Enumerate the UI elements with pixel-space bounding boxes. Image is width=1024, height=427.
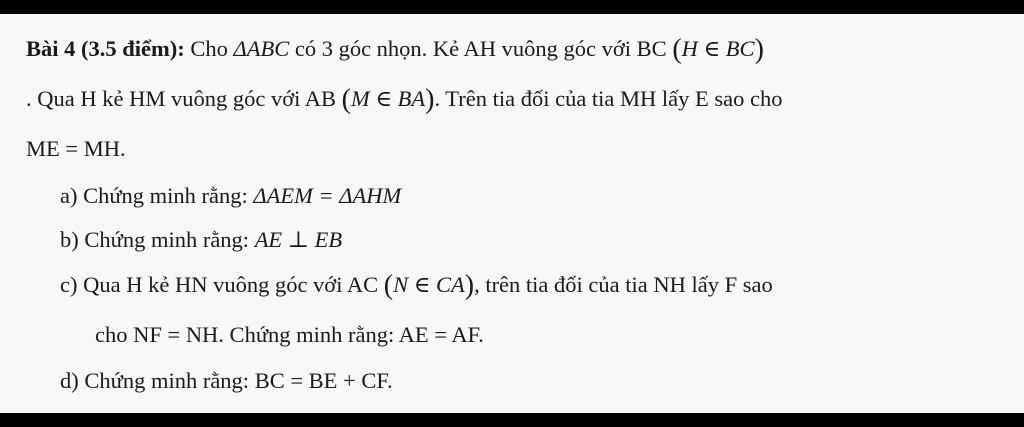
triangle-abc: ΔABC xyxy=(233,36,290,61)
paren-open: ( xyxy=(672,34,682,65)
statement-text: có 3 góc nhọn. Kẻ AH vuông góc với BC xyxy=(294,36,667,61)
problem-sheet xyxy=(0,14,1024,413)
paren-close: ) xyxy=(425,84,435,115)
statement-text: . Trên tia đối của tia MH lấy E sao cho xyxy=(434,86,783,111)
part-d-label: d) Chứng minh rằng: xyxy=(60,368,250,393)
part-a xyxy=(60,181,401,211)
statement-line-3 xyxy=(26,134,126,164)
paren-close: ) xyxy=(464,270,475,301)
part-c-text: cho NF = NH. Chứng minh rằng: AE = AF. xyxy=(95,322,484,347)
statement-text: Cho xyxy=(190,36,228,61)
part-c-text: , trên tia đối của tia NH lấy F sao xyxy=(474,272,773,297)
statement-text: . Qua H kẻ HM vuông góc với AB xyxy=(26,86,337,111)
part-b-label: b) Chứng minh rằng: xyxy=(60,227,250,252)
paren-open: ( xyxy=(383,270,394,301)
math-condition: M ∈ BA xyxy=(350,86,426,111)
statement-text: ME = MH. xyxy=(26,136,126,161)
statement-line-1 xyxy=(26,34,764,65)
part-c xyxy=(60,270,773,301)
part-a-math: ΔAEM = ΔAHM xyxy=(253,183,402,208)
part-c-continued xyxy=(95,320,484,350)
math-condition: H ∈ BC xyxy=(681,36,755,61)
part-c-math: N ∈ CA xyxy=(393,272,465,297)
paren-open: ( xyxy=(341,84,351,115)
problem-heading: Bài 4 (3.5 điểm): xyxy=(26,36,185,61)
statement-line-2 xyxy=(26,84,783,115)
part-a-label: a) Chứng minh rằng: xyxy=(60,183,248,208)
part-b xyxy=(60,225,342,255)
part-c-text: c) Qua H kẻ HN vuông góc với AC xyxy=(60,272,379,297)
part-b-math: AE ⊥ EB xyxy=(254,227,343,252)
paren-close: ) xyxy=(754,34,764,65)
part-d-math: BC = BE + CF. xyxy=(254,368,393,393)
part-d xyxy=(60,366,393,396)
